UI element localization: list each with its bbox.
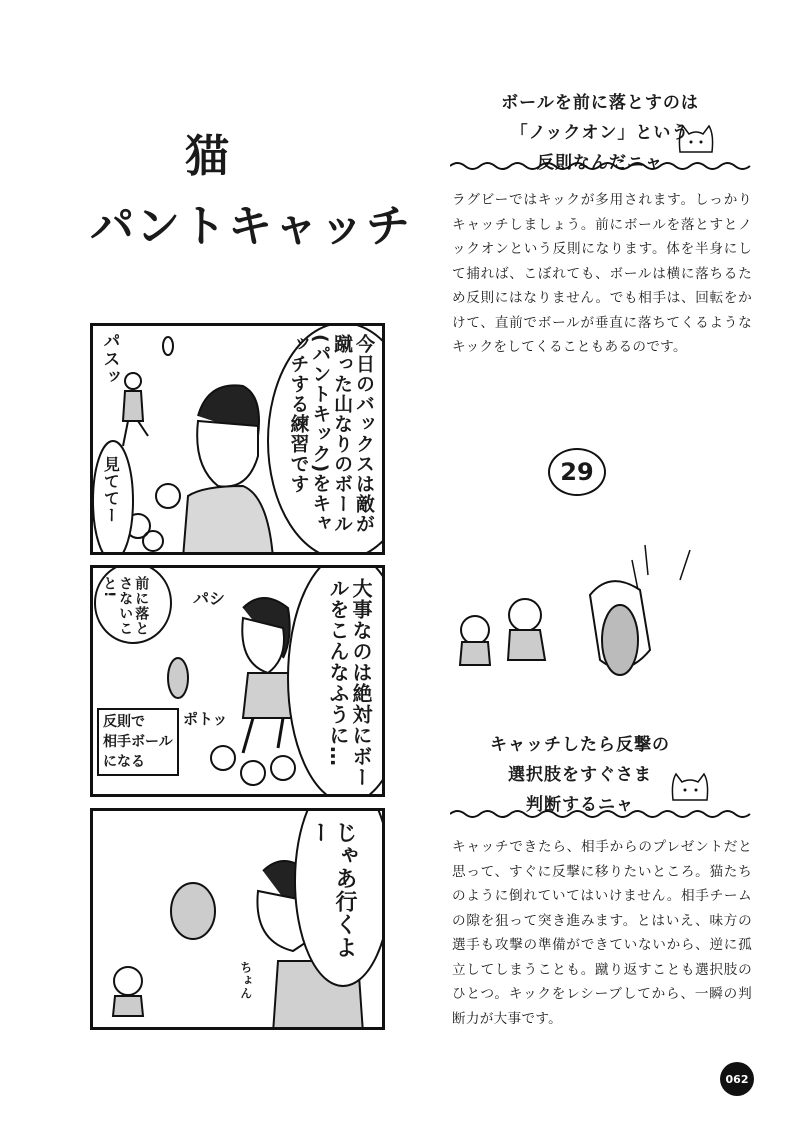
section-2-heading-line-1: キャッチしたら反撃の <box>490 735 670 755</box>
title-sub: パントキャッチ <box>90 201 412 252</box>
section-1-heading-line-2: 「ノックオン」という <box>510 123 690 143</box>
wavy-divider <box>450 160 752 172</box>
panel-2-speech: 大事なのは絶対にボールをこんなふうに… <box>326 578 373 788</box>
panel-3-speech: じゃあ行くよー <box>306 821 357 959</box>
panel-1-sfx-pass: パスッ <box>99 332 120 386</box>
cat-face-icon-2 <box>668 770 714 806</box>
panel-2-cat-speech: 前に落とさないこと! <box>101 576 150 636</box>
comic-panel-1 <box>90 323 385 555</box>
note-line-3: になる <box>103 754 145 770</box>
panel-2-sfx-potoh: ポトッ <box>183 710 228 728</box>
note-line-1: 反則で <box>103 714 145 730</box>
panel-3-sfx-choyon: ちょん <box>238 961 253 1000</box>
section-1-heading-line-1: ボールを前に落とすのは <box>501 93 699 113</box>
panel-2-sfx-pashi: パシ <box>193 589 226 608</box>
section-1-body: ラグビーではキックが多用されます。しっかりキャッチしましょう。前にボールを落とすとノックオンという反則になります。体を半身にして捕れば、こぼれても、ボールは横に落ちるため反則にはなりません。でも相手は、回転をかけて、直前でボールが垂直に落ちてくるようなキックをしてくることもあるのです。 <box>452 192 752 355</box>
section-1-heading-line-3: 反則なんだニャ <box>537 153 663 173</box>
panel-1-cat-speech: 見ててー <box>101 456 121 524</box>
section-2-heading-line-2: 選択肢をすぐさま <box>508 765 652 785</box>
title-cat: 猫 <box>185 131 231 182</box>
cat-face-icon <box>675 122 717 160</box>
chapter-number: 29 <box>548 448 606 496</box>
section-2-body: キャッチできたら、相手からのプレゼントだと思って、すぐに反撃に移りたいところ。猫たちのように倒れていてはいけません。相手チームの隙を狙って突き進みます。とはいえ、味方の選手も攻撃の準備ができていないから、逆に孤立してしまうことも。蹴り返すことも選択肢のひとつ。キックをレシーブしてから、一瞬の判断力が大事です。 <box>452 839 752 1027</box>
comic-panel-3 <box>90 808 385 1030</box>
panel-1-speech: 今日のバックスは敵が蹴った山なりのボール(パントキック)をキャッチする練習です <box>287 334 375 534</box>
wavy-divider-2 <box>450 808 752 820</box>
note-line-2: 相手ボール <box>103 734 173 750</box>
page-number: 062 <box>720 1062 754 1096</box>
cats-catching-illustration <box>450 530 740 710</box>
comic-panel-2 <box>90 565 385 797</box>
panel-2-note <box>97 708 179 776</box>
section-2-heading-line-3: 判断するニャ <box>526 795 634 815</box>
